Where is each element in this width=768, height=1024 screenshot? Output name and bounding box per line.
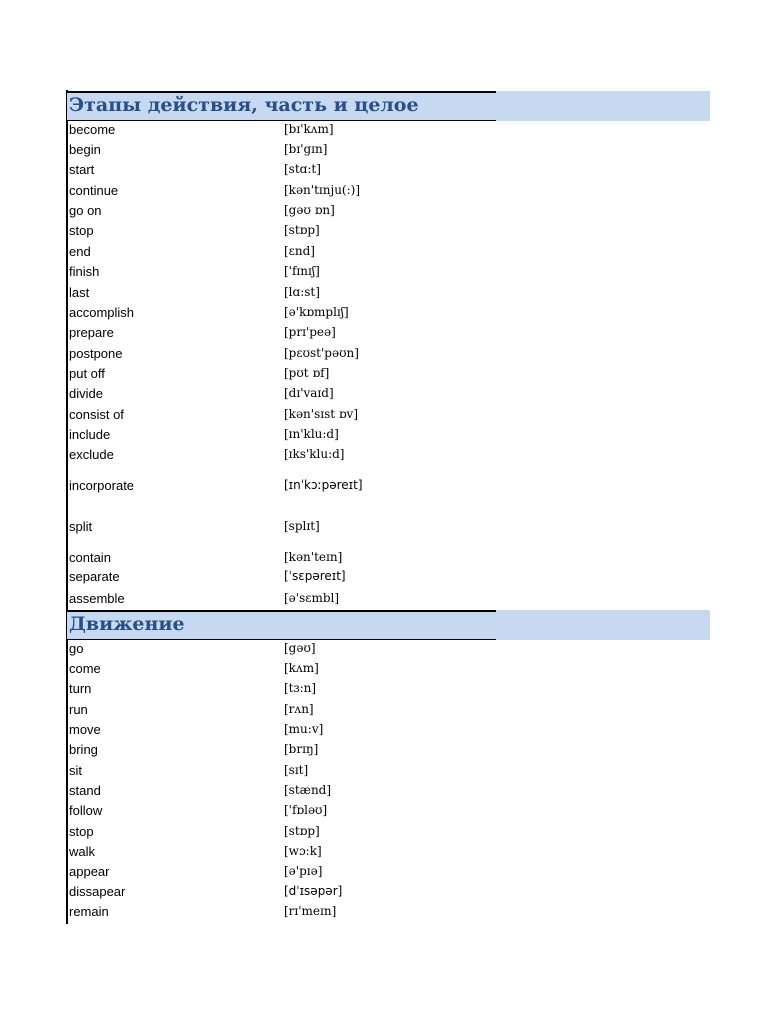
transcription-cell: [stɒp]	[284, 223, 320, 237]
word-cell: last	[69, 285, 90, 300]
transcription-cell: [bɪ'gɪn]	[284, 142, 328, 156]
word-cell: run	[69, 702, 88, 717]
word-cell: prepare	[69, 325, 114, 340]
transcription-cell: [ɪnˈkɔːpəreɪt]	[284, 478, 363, 492]
word-cell: become	[69, 122, 116, 137]
transcription-cell: [kən'sɪst ɒv]	[284, 407, 359, 421]
word-cell: walk	[69, 844, 96, 859]
word-cell: follow	[69, 803, 103, 818]
transcription-cell: [ɛnd]	[284, 244, 315, 258]
word-cell: sit	[69, 763, 82, 778]
word-cell: put off	[69, 366, 105, 381]
transcription-cell: [kʌm]	[284, 661, 319, 675]
word-cell: turn	[69, 681, 92, 696]
transcription-cell: [bɪ'kʌm]	[284, 122, 334, 136]
word-cell: assemble	[69, 591, 125, 606]
word-cell: go	[69, 641, 84, 656]
word-cell: finish	[69, 264, 100, 279]
transcription-cell: [pʊt ɒf]	[284, 366, 330, 380]
transcription-cell: [dɪ'vaɪd]	[284, 386, 334, 400]
transcription-cell: [brɪŋ]	[284, 742, 319, 756]
transcription-cell: ['fɒləʊ]	[284, 803, 328, 817]
transcription-cell: [stɑ:t]	[284, 162, 321, 176]
transcription-cell: [sɪt]	[284, 763, 309, 777]
transcription-cell: [prɪ'peə]	[284, 325, 336, 339]
header-top-border	[67, 91, 496, 93]
transcription-cell: [splɪt]	[284, 519, 320, 533]
header-bottom-border	[67, 639, 496, 640]
word-cell: incorporate	[69, 478, 135, 493]
transcription-cell: [mu:v]	[284, 722, 324, 736]
transcription-cell: [kən'tɪnju(:)]	[284, 183, 361, 197]
transcription-cell: [lɑ:st]	[284, 285, 320, 299]
word-cell: stop	[69, 223, 94, 238]
header-bottom-border	[67, 120, 496, 121]
transcription-cell: ['fɪnɪʃ]	[284, 264, 320, 278]
transcription-cell: [gəʊ]	[284, 641, 316, 655]
word-cell: dissapear	[69, 884, 126, 899]
transcription-cell: [pɛʊst'pəʊn]	[284, 346, 359, 360]
transcription-cell: [tɜ:n]	[284, 681, 317, 695]
word-cell: remain	[69, 904, 109, 919]
word-cell: continue	[69, 183, 119, 198]
left-border	[66, 90, 68, 924]
word-cell: postpone	[69, 346, 123, 361]
transcription-cell: [wɔ:k]	[284, 844, 322, 858]
transcription-cell: [gəʊ ɒn]	[284, 203, 335, 217]
word-cell: consist of	[69, 407, 124, 422]
transcription-cell: [ɪn'klu:d]	[284, 427, 339, 441]
word-cell: end	[69, 244, 91, 259]
word-cell: accomplish	[69, 305, 135, 320]
word-cell: come	[69, 661, 101, 676]
word-cell: include	[69, 427, 111, 442]
transcription-cell: [stɒp]	[284, 824, 320, 838]
section-header-movement	[67, 610, 710, 640]
section-title: Движение	[69, 613, 185, 635]
section-header-stages	[67, 91, 710, 121]
transcription-cell: [ɪks'klu:d]	[284, 447, 345, 461]
transcription-cell: [stænd]	[284, 783, 332, 797]
section-title: Этапы действия, часть и целое	[69, 94, 419, 116]
word-cell: divide	[69, 386, 103, 401]
word-cell: contain	[69, 550, 111, 565]
word-cell: start	[69, 162, 95, 177]
word-cell: stand	[69, 783, 101, 798]
transcription-cell: [ə'sɛmbl]	[284, 591, 340, 605]
header-top-border	[67, 610, 496, 612]
word-cell: separate	[69, 569, 120, 584]
transcription-cell: [ə'pɪə]	[284, 864, 323, 878]
word-cell: split	[69, 519, 93, 534]
word-cell: go on	[69, 203, 102, 218]
word-cell: appear	[69, 864, 110, 879]
transcription-cell: [ˈsɛpəreɪt]	[284, 569, 346, 583]
transcription-cell: [rɪ'meɪn]	[284, 904, 337, 918]
word-cell: bring	[69, 742, 98, 757]
word-cell: stop	[69, 824, 94, 839]
transcription-cell: [kən'teɪn]	[284, 550, 343, 564]
transcription-cell: [rʌn]	[284, 702, 314, 716]
transcription-cell: [dˈɪsəpər]	[284, 884, 343, 898]
word-cell: begin	[69, 142, 101, 157]
word-cell: move	[69, 722, 101, 737]
word-cell: exclude	[69, 447, 114, 462]
transcription-cell: [ə'kɒmplɪʃ]	[284, 305, 349, 319]
